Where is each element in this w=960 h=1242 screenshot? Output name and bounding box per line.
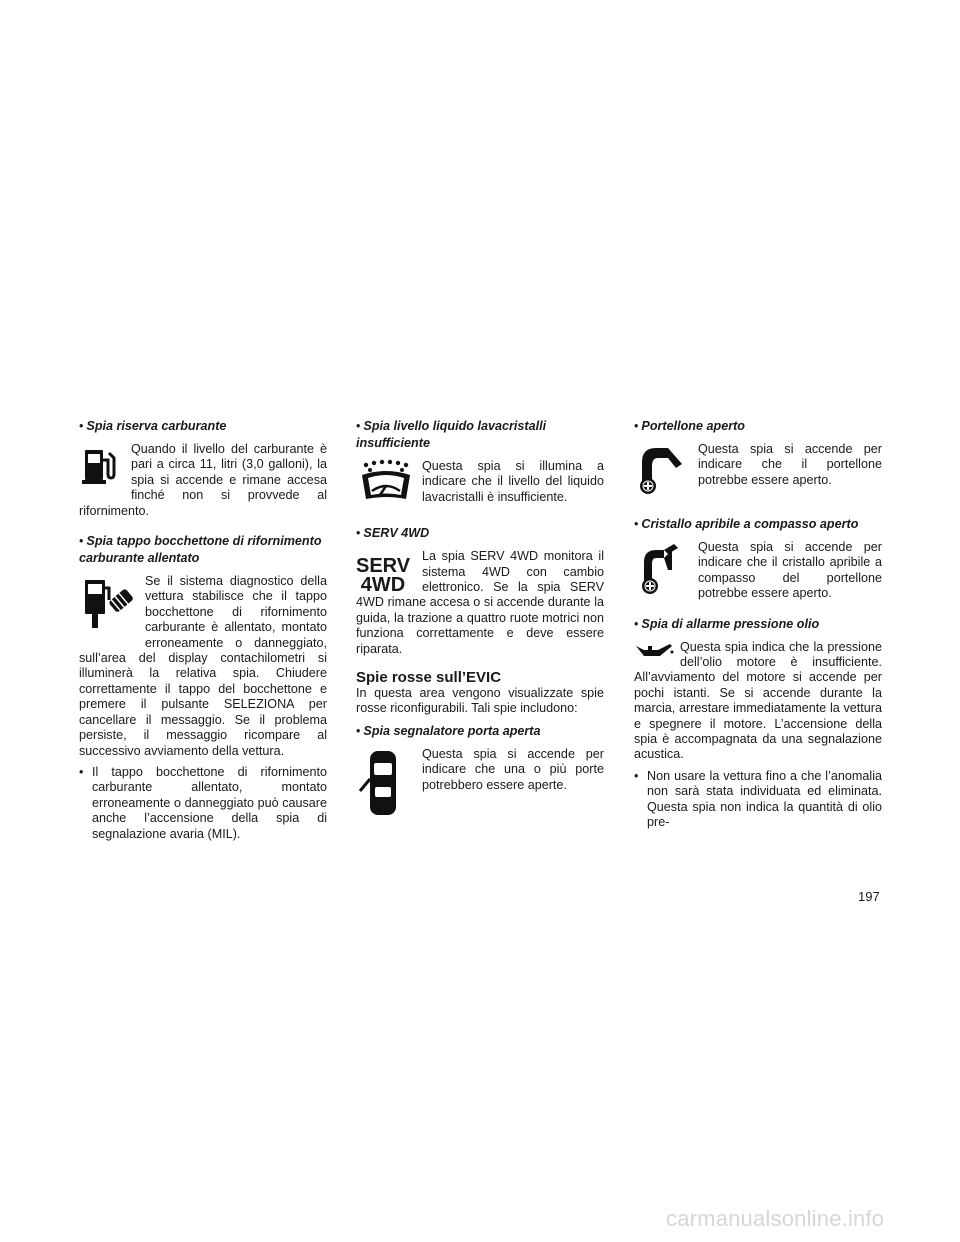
oil-can-icon bbox=[634, 640, 674, 662]
door-entry bbox=[356, 747, 604, 819]
gas-cap-text: Se il sistema diagnostico della vettura stabilisce che il tappo bocchettone di rifornimento carburante è allentato, montato erroneamente o danneggiato, sull’area del display contachilometri si illuminerà la relativa spia. Chiudere correttamente il tappo del bocchettone e premere il pulsante SELEZIONA per cancellare il messaggio. Se il problema persiste, il messaggio ricompare al successivo avviamento della vettura. bbox=[79, 574, 327, 758]
fuel-pump-icon bbox=[79, 442, 123, 490]
oil-text: Questa spia indica che la pressione dell’olio motore è insufficiente. All’avviamento del motore si accende per pochi istanti. Se si accende durante la marcia, arrestare immediatamente la vettura e spegnere il motore. L’accensione della spia è accompagnata da una segnalazione acustica. bbox=[634, 639, 882, 762]
fuel-entry bbox=[79, 442, 327, 519]
serv-4wd-icon: SERV 4WD bbox=[356, 555, 411, 597]
serv-heading: • SERV 4WD bbox=[356, 526, 430, 541]
column-1 bbox=[79, 418, 327, 842]
gas-cap-heading: • Spia tappo bocchettone di rifornimento carburante allentato bbox=[79, 534, 322, 566]
column-2 bbox=[356, 418, 604, 819]
washer-heading: • Spia livello liquido lavacristalli insufficiente bbox=[356, 419, 547, 450]
glass-heading: • Cristallo apribile a compasso aperto bbox=[634, 517, 859, 531]
oil-entry bbox=[634, 640, 882, 763]
door-text: Questa spia si accende per indicare che una o più porte potrebbero essere aperte. bbox=[422, 746, 604, 792]
washer-text: Questa spia si illumina a indicare che il livello del liquido lavacristalli è insufficiente. bbox=[422, 459, 604, 504]
loose-gas-cap-icon bbox=[79, 574, 137, 638]
gas-cap-entry bbox=[79, 574, 327, 759]
serv-entry bbox=[356, 549, 604, 657]
serv-text: La spia SERV 4WD monitora il sistema 4WD con cambio elettronico. Se la spia SERV 4WD rimane accesa o si accende durante la guida, la trazione a quattro ruote motrici non funziona correttamente e deve essere riparata. bbox=[356, 549, 604, 656]
column-3 bbox=[634, 418, 882, 831]
glass-text: Questa spia si accende per indicare che il cristallo apribile a compasso del portellone potrebbe essere aperto. bbox=[698, 540, 882, 601]
liftgate-text: Questa spia si accende per indicare che il portellone potrebbe essere aperto. bbox=[698, 442, 882, 487]
door-heading: • Spia segnalatore porta aperta bbox=[356, 723, 541, 738]
fuel-heading: • Spia riserva carburante bbox=[79, 419, 227, 433]
oil-bullet: • Non usare la vettura fino a che l’anomalia non sarà stata individuata ed eliminata. Questa spia non indica la quantità di olio pre- bbox=[634, 768, 882, 830]
liftgate-open-icon bbox=[634, 442, 690, 498]
oil-heading: • Spia di allarme pressione olio bbox=[634, 616, 820, 631]
section-intro: In questa area vengono visualizzate spie rosse riconfigurabili. Tali spie includono: bbox=[356, 686, 604, 716]
glass-entry bbox=[634, 540, 882, 602]
liftgate-heading: • Portellone aperto bbox=[634, 419, 745, 433]
liftgate-glass-open-icon bbox=[634, 540, 690, 598]
gas-cap-bullet: • Il tappo bocchettone di rifornimento carburante allentato, montato erroneamente o danneggiato può causare anche l’accensione della spia di segnalazione avaria (MIL). bbox=[79, 764, 327, 841]
washer-fluid-icon bbox=[356, 459, 416, 505]
liftgate-entry bbox=[634, 442, 882, 498]
fuel-text: Quando il livello del carburante è pari a circa 11, litri (3,0 galloni), la spia si accende e rimane accesa finché non si provvede al rifornimento. bbox=[79, 442, 327, 518]
washer-entry bbox=[356, 459, 604, 505]
section-heading: Spie rosse sull’EVIC bbox=[356, 669, 502, 687]
door-ajar-icon bbox=[356, 747, 412, 819]
page-number: 197 bbox=[858, 889, 880, 904]
footer-watermark: carmanualsonline.info bbox=[666, 1206, 885, 1231]
